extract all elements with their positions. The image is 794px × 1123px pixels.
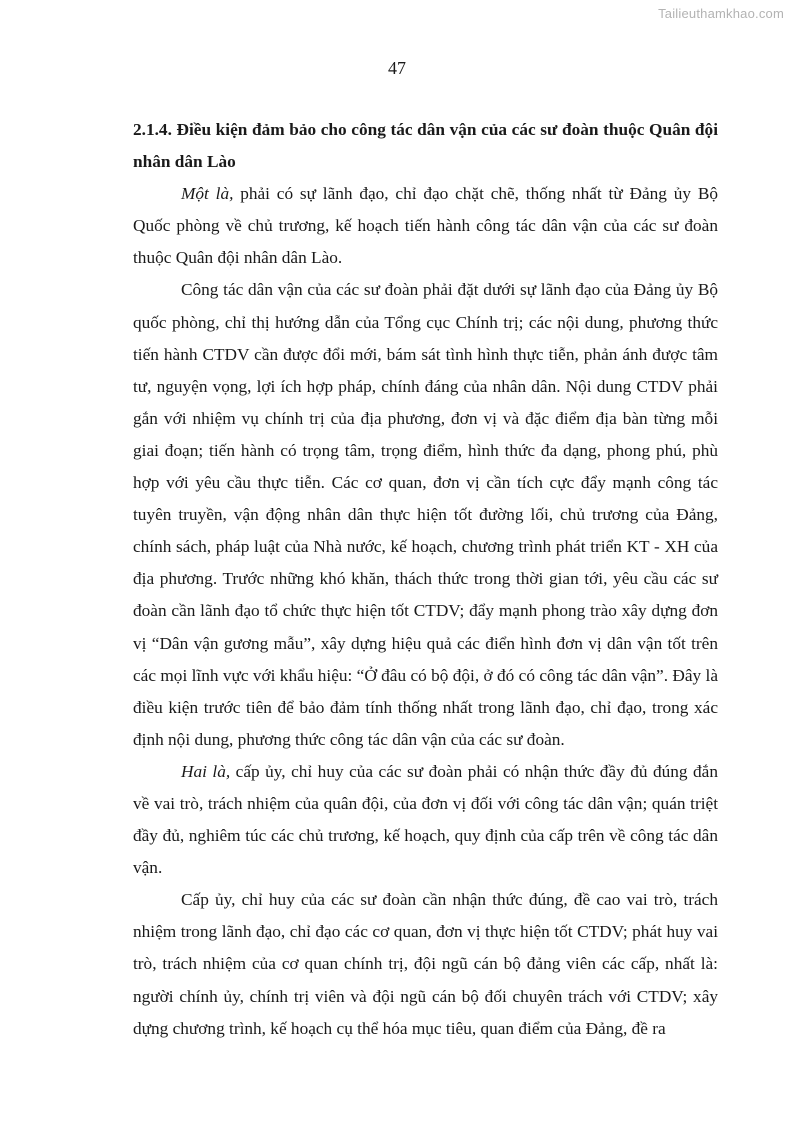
- paragraph-text: cấp ủy, chỉ huy của các sư đoàn phải có nhận thức đầy đủ đúng đắn về vai trò, trách nhiệm của quân đội, của đơn vị đối với công tác dân vận; quán triệt đầy đủ, nghiêm túc các chủ trương, kế hoạch, quy định của cấp trên về công tác dân vận.: [133, 761, 718, 878]
- section-heading: 2.1.4. Điều kiện đảm bảo cho công tác dân vận của các sư đoàn thuộc Quân đội nhân dân Lào: [133, 120, 718, 172]
- paragraph-4: [133, 884, 718, 1044]
- paragraph-1: [133, 178, 718, 274]
- document-body: [133, 114, 718, 1045]
- paragraph-lead: Một là,: [181, 184, 234, 204]
- paragraph-2: [133, 274, 718, 755]
- paragraph-3: [133, 756, 718, 884]
- paragraph-text: phải có sự lãnh đạo, chỉ đạo chặt chẽ, thống nhất từ Đảng ủy Bộ Quốc phòng về chủ trương, kế hoạch tiến hành công tác dân vận của các sư đoàn thuộc Quân đội nhân dân Lào.: [133, 184, 718, 268]
- paragraph-text: Cấp ủy, chỉ huy của các sư đoàn cần nhận thức đúng, đề cao vai trò, trách nhiệm trong lãnh đạo, chỉ đạo các cơ quan, đơn vị thực hiện tốt CTDV; phát huy vai trò, trách nhiệm của cơ quan chính trị, đội ngũ cán bộ đảng viên các cấp, nhất là: người chính ủy, chính trị viên và đội ngũ cán bộ đối chuyên trách với CTDV; xây dựng chương trình, kế hoạch cụ thể hóa mục tiêu, quan điểm của Đảng, đề ra: [133, 890, 718, 1038]
- paragraph-lead: Hai là,: [181, 761, 231, 781]
- paragraph-text: Công tác dân vận của các sư đoàn phải đặt dưới sự lãnh đạo của Đảng ủy Bộ quốc phòng, chỉ thị hướng dẫn của Tổng cục Chính trị; các nội dung, phương thức tiến hành CTDV cần được đổi mới, bám sát tình hình thực tiễn, phản ánh được tâm tư, nguyện vọng, lợi ích hợp pháp, chính đáng của nhân dân. Nội dung CTDV phải gắn với nhiệm vụ chính trị của địa phương, đơn vị và đặc điểm địa bàn từng mỗi giai đoạn; tiến hành có trọng tâm, trọng điểm, hình thức đa dạng, phong phú, phù hợp với yêu cầu thực tiễn. Các cơ quan, đơn vị cần tích cực đẩy mạnh công tác tuyên truyền, vận động nhân dân thực hiện tốt đường lối, chủ trương của Đảng, chính sách, pháp luật của Nhà nước, kế hoạch, chương trình phát triển KT - XH của địa phương. Trước những khó khăn, thách thức trong thời gian tới, yêu cầu các sư đoàn cần lãnh đạo tổ chức thực hiện tốt CTDV; đẩy mạnh phong trào xây dựng đơn vị “Dân vận gương mẫu”, xây dựng hiệu quả các điển hình đơn vị dân vận tốt trên các mọi lĩnh vực với khẩu hiệu: “Ở đâu có bộ đội, ở đó có công tác dân vận”. Đây là điều kiện trước tiên để bảo đảm tính thống nhất trong lãnh đạo, chỉ đạo, trong xác định nội dung, phương thức công tác dân vận của các sư đoàn.: [133, 280, 718, 749]
- watermark: Tailieuthamkhao.com: [658, 6, 784, 21]
- page-number: 47: [388, 58, 406, 78]
